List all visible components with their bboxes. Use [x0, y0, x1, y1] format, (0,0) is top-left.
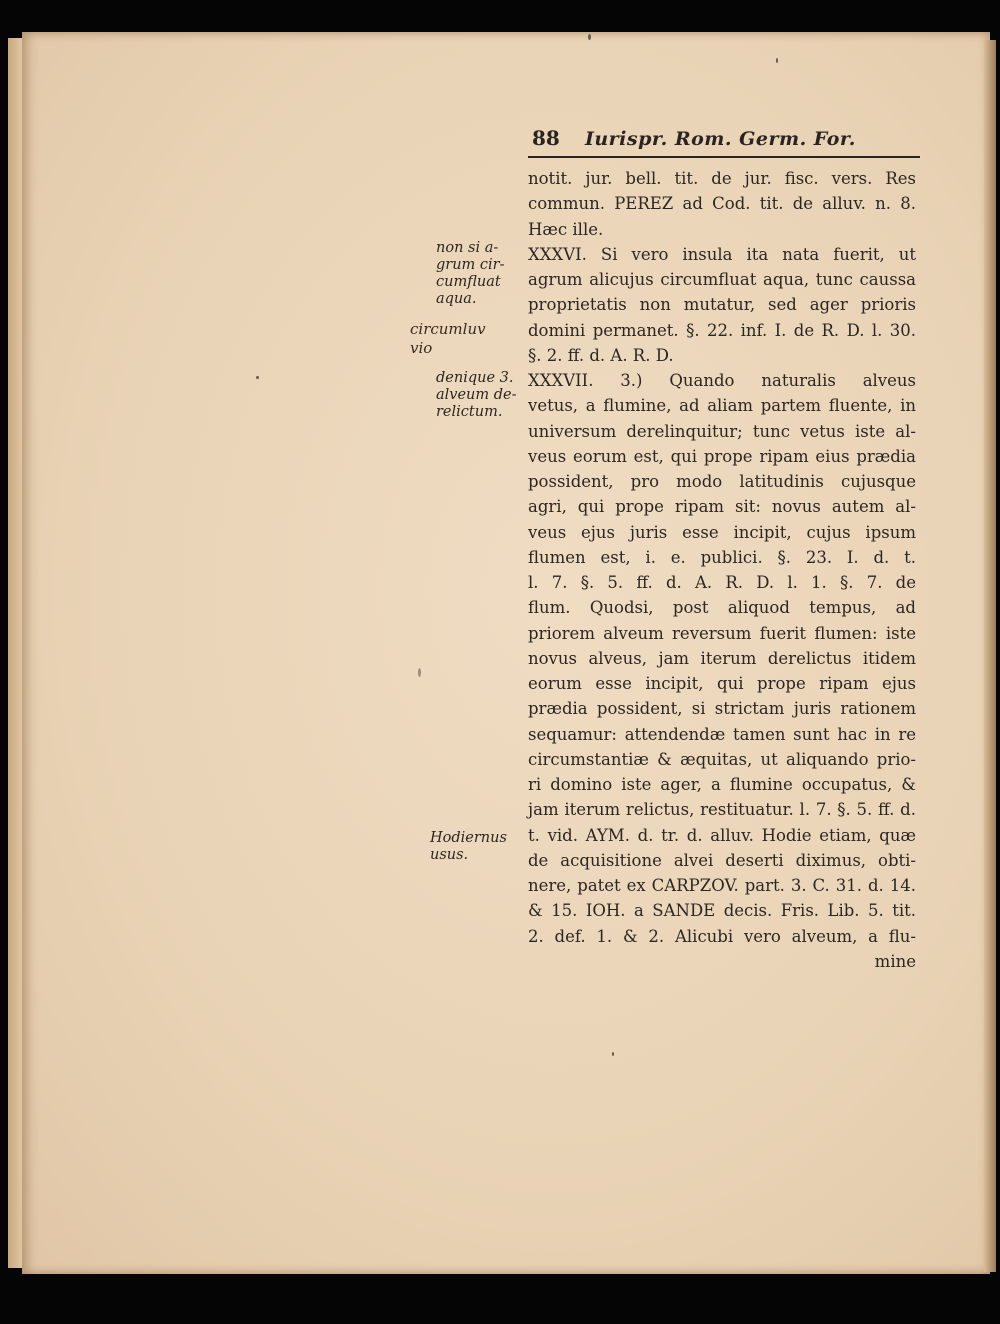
text-line: jam iterum relictus, restituatur. l. 7. §. 5. ff. d. — [528, 800, 916, 820]
ink-speck — [588, 34, 591, 40]
running-title: Iurispr. Rom. Germ. For. — [584, 128, 856, 150]
marginal-note — [430, 830, 507, 864]
text-line: possident, pro modo latitudinis cujusque — [528, 472, 916, 491]
marginal-note-line: denique 3. — [436, 370, 514, 386]
header-rule — [528, 156, 920, 158]
text-line: priorem alveum reversum fuerit flumen: iste — [528, 623, 916, 643]
marginal-note — [436, 370, 517, 421]
handwritten-line: circumluv — [410, 320, 486, 338]
marginal-note-line: aqua. — [436, 291, 477, 307]
text-line: commun. PEREZ ad Cod. tit. de alluv. n. 8. — [528, 194, 916, 214]
marginal-note — [436, 240, 505, 308]
text-line: §. 2. ff. d. A. R. D. — [528, 345, 674, 365]
text-line: Hæc ille. — [528, 219, 604, 239]
text-line: nere, patet ex CARPZOV. part. 3. C. 31. d. 14. — [528, 876, 916, 895]
ink-speck — [776, 58, 778, 63]
text-line: ri domino iste ager, a flumine occupatus, & — [528, 775, 916, 794]
text-line: & 15. IOH. a SANDE decis. Fris. Lib. 5. tit. — [528, 901, 916, 921]
handwritten-line: vio — [410, 339, 433, 357]
text-line: veus ejus juris esse incipit, cujus ipsum — [528, 522, 916, 542]
text-line: eorum esse incipit, qui prope ripam ejus — [528, 674, 916, 693]
page-edge-right — [984, 40, 996, 1272]
text-line: flumen est, i. e. publici. §. 23. I. d. t. — [528, 547, 916, 567]
page-header — [532, 126, 856, 150]
text-line: vetus, a flumine, ad aliam partem fluente, in — [528, 396, 916, 416]
text-line: circumstantiæ & æquitas, ut aliquando prio- — [528, 749, 916, 769]
marginal-note-line: Hodiernus — [430, 830, 507, 846]
text-line: flum. Quodsi, post aliquod tempus, ad — [528, 598, 916, 618]
text-line: proprietatis non mutatur, sed ager prioris — [528, 295, 916, 315]
ink-speck — [256, 376, 259, 379]
text-line: XXXVI. Si vero insula ita nata fuerit, ut — [528, 244, 916, 264]
marginal-note-line: usus. — [430, 847, 469, 863]
text-line: sequamur: attendendæ tamen sunt hac in re — [528, 724, 916, 744]
text-line: veus eorum est, qui prope ripam eius prædia — [528, 446, 916, 466]
text-line: mine — [874, 951, 916, 971]
main-text-column — [528, 166, 916, 974]
marginal-note-line: grum cir- — [436, 257, 505, 273]
text-line: notit. jur. bell. tit. de jur. fisc. vers. Res — [528, 169, 916, 188]
ink-speck — [612, 1052, 614, 1056]
text-line: universum derelinquitur; tunc vetus iste al- — [528, 421, 916, 441]
text-line: domini permanet. §. 22. inf. I. de R. D. l. 30. — [528, 320, 916, 340]
text-line: l. 7. §. 5. ff. d. A. R. D. l. 1. §. 7. de — [528, 573, 916, 592]
text-line: t. vid. AYM. d. tr. d. alluv. Hodie etiam, quæ — [528, 825, 916, 845]
text-line: agri, qui prope ripam sit: novus autem al- — [528, 497, 916, 517]
text-line: agrum alicujus circumfluat aqua, tunc caussa — [528, 270, 916, 289]
text-line: de acquisitione alvei deserti diximus, obti- — [528, 850, 916, 870]
marginal-note-line: alveum de- — [436, 387, 517, 403]
marginal-note-line: relictum. — [436, 404, 503, 420]
text-line: novus alveus, jam iterum derelictus itidem — [528, 648, 916, 668]
text-line: 2. def. 1. & 2. Alicubi vero alveum, a flu- — [528, 926, 916, 946]
marginal-note-line: cumfluat — [436, 274, 501, 290]
text-line: XXXVII. 3.) Quando naturalis alveus — [528, 371, 916, 390]
handwritten-annotation — [410, 320, 486, 358]
text-line: prædia possident, si strictam juris rationem — [528, 699, 916, 719]
marginal-note-line: non si a- — [436, 240, 499, 256]
ink-speck — [418, 668, 421, 677]
page-number: 88 — [532, 126, 560, 150]
